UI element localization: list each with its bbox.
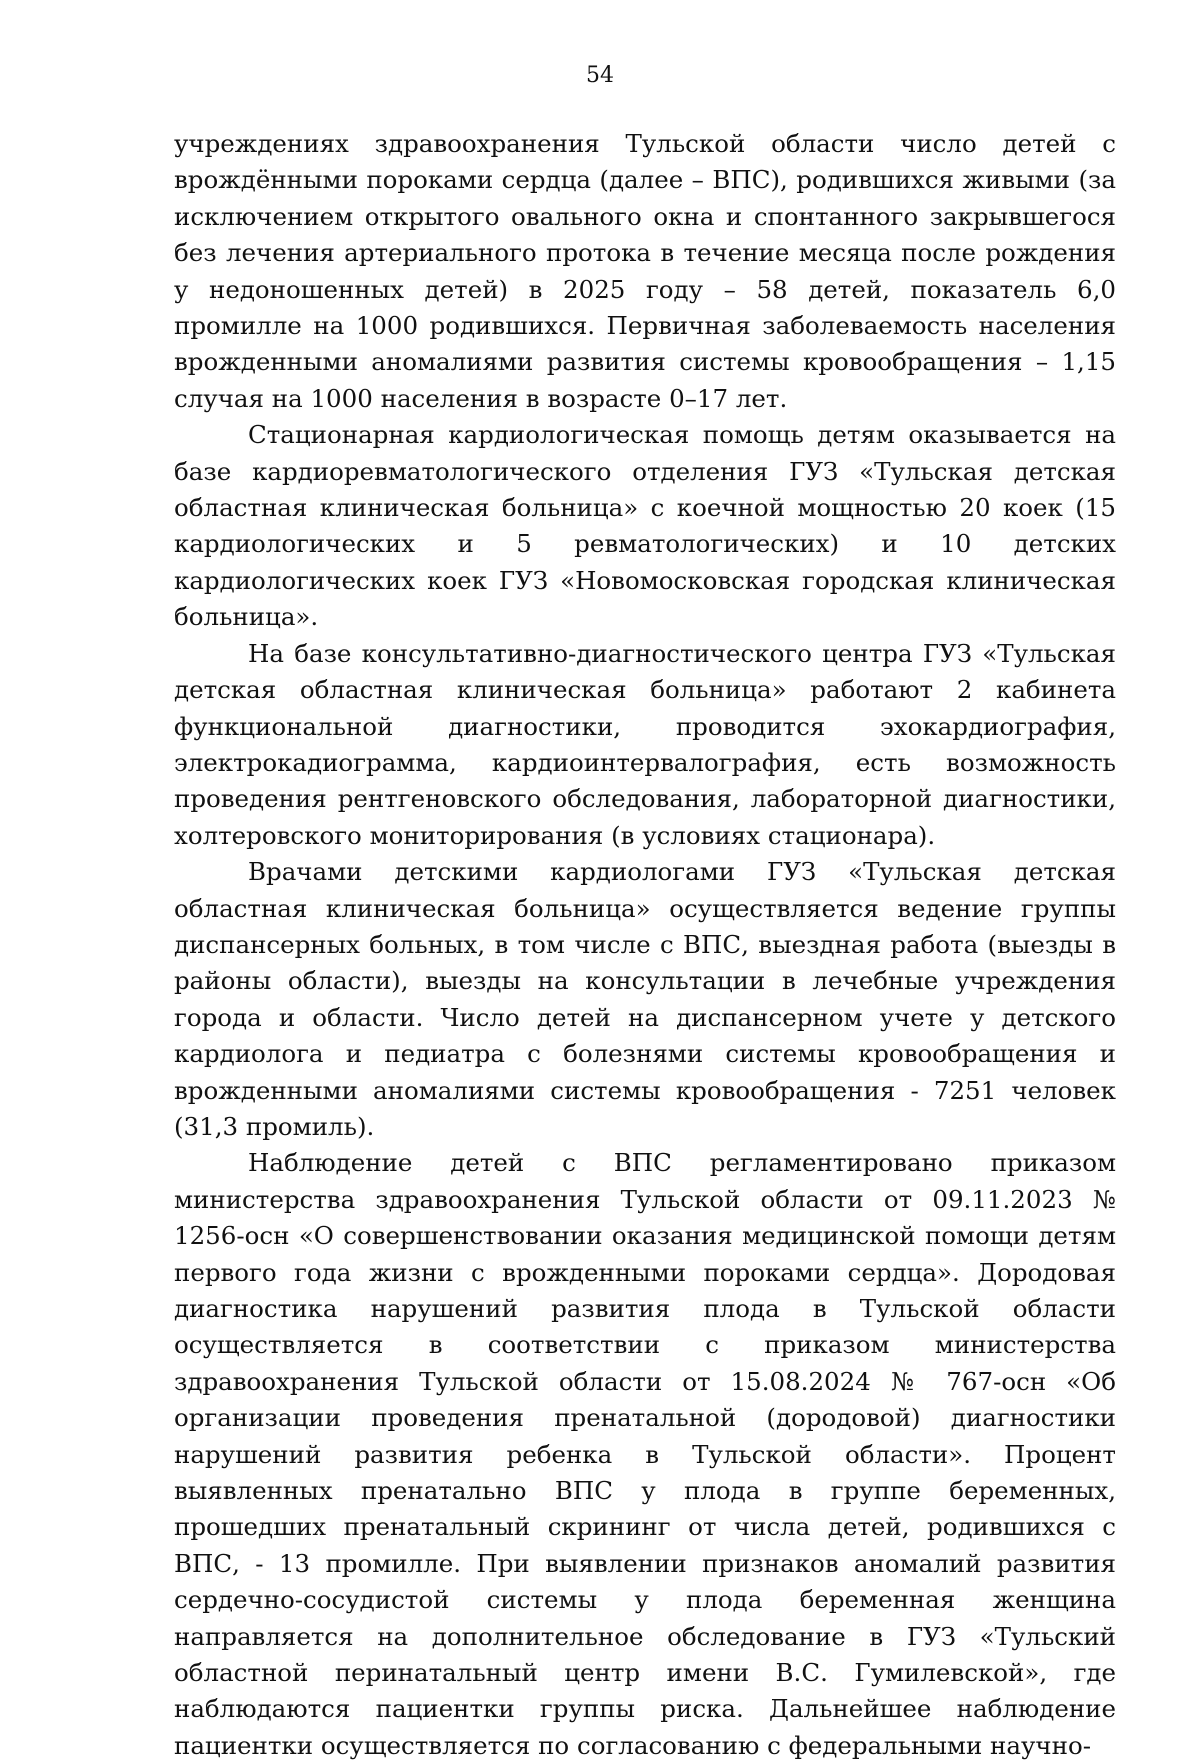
document-body <box>174 126 1116 1764</box>
paragraph-inpatient-care: Стационарная кардиологическая помощь детям оказывается на базе кардиоревматологического отделения ГУЗ «Тульская детская областная клиническая больница» с коечной мощностью 20 коек (15 кардиологических и 5 ревматологических) и 10 детских кардиологических коек ГУЗ «Новомосковская городская клиническая больница». <box>174 420 1116 632</box>
paragraph-cardiologists: Врачами детскими кардиологами ГУЗ «Тульская детская областная клиническая больница» осуществляется ведение группы диспансерных больных, в том числе с ВПС, выездная работа (выезды в районы области), выезды на консультации в лечебные учреждения города и области. Число детей на диспансерном учете у детского кардиолога и педиатра с болезнями системы кровообращения и врожденными аномалиями системы кровообращения - 7251 человек (31,3 промиль). <box>174 857 1116 1141</box>
paragraph-monitoring-orders: Наблюдение детей с ВПС регламентировано приказом министерства здравоохранения Тульской области от 09.11.2023 № 1256-осн «О совершенствовании оказания медицинской помощи детям первого года жизни с врожденными пороками сердца». Дородовая диагностика нарушений развития плода в Тульской области осуществляется в соответствии с приказом министерства здравоохранения Тульской области от 15.08.2024 № 767-осн «Об организации проведения пренатальной (дородовой) диагностики нарушений развития ребенка в Тульской области». Процент выявленных пренатально ВПС у плода в группе беременных, прошедших пренатальный скрининг от числа детей, родившихся с ВПС, - 13 промилле. При выявлении признаков аномалий развития сердечно-сосудистой системы у плода беременная женщина направляется на дополнительное обследование в ГУЗ «Тульский областной перинатальный центр имени В.С. Гумилевской», где наблюдаются пациентки группы риска. Дальнейшее наблюдение пациентки осуществляется по согласованию с федеральными научно- <box>174 1148 1116 1760</box>
paragraph-diagnostic-center: На базе консультативно-диагностического центра ГУЗ «Тульская детская областная клиническая больница» работают 2 кабинета функциональной диагностики, проводится эхокардиография, электрокадиограмма, кардиоинтервалография, есть возможность проведения рентгеновского обследования, лабораторной диагностики, холтеровского мониторирования (в условиях стационара). <box>174 638 1116 850</box>
paragraph-continuation: учреждениях здравоохранения Тульской области число детей с врождёнными пороками сердца (далее – ВПС), родившихся живыми (за исключением открытого овального окна и спонтанного закрывшегося без лечения артериального протока в течение месяца после рождения у недоношенных детей) в 2025 году – 58 детей, показатель 6,0 промилле на 1000 родившихся. Первичная заболеваемость населения врожденными аномалиями развития системы кровообращения – 1,15 случая на 1000 населения в возрасте 0–17 лет. <box>174 129 1116 413</box>
page-number: 54 <box>586 63 614 88</box>
